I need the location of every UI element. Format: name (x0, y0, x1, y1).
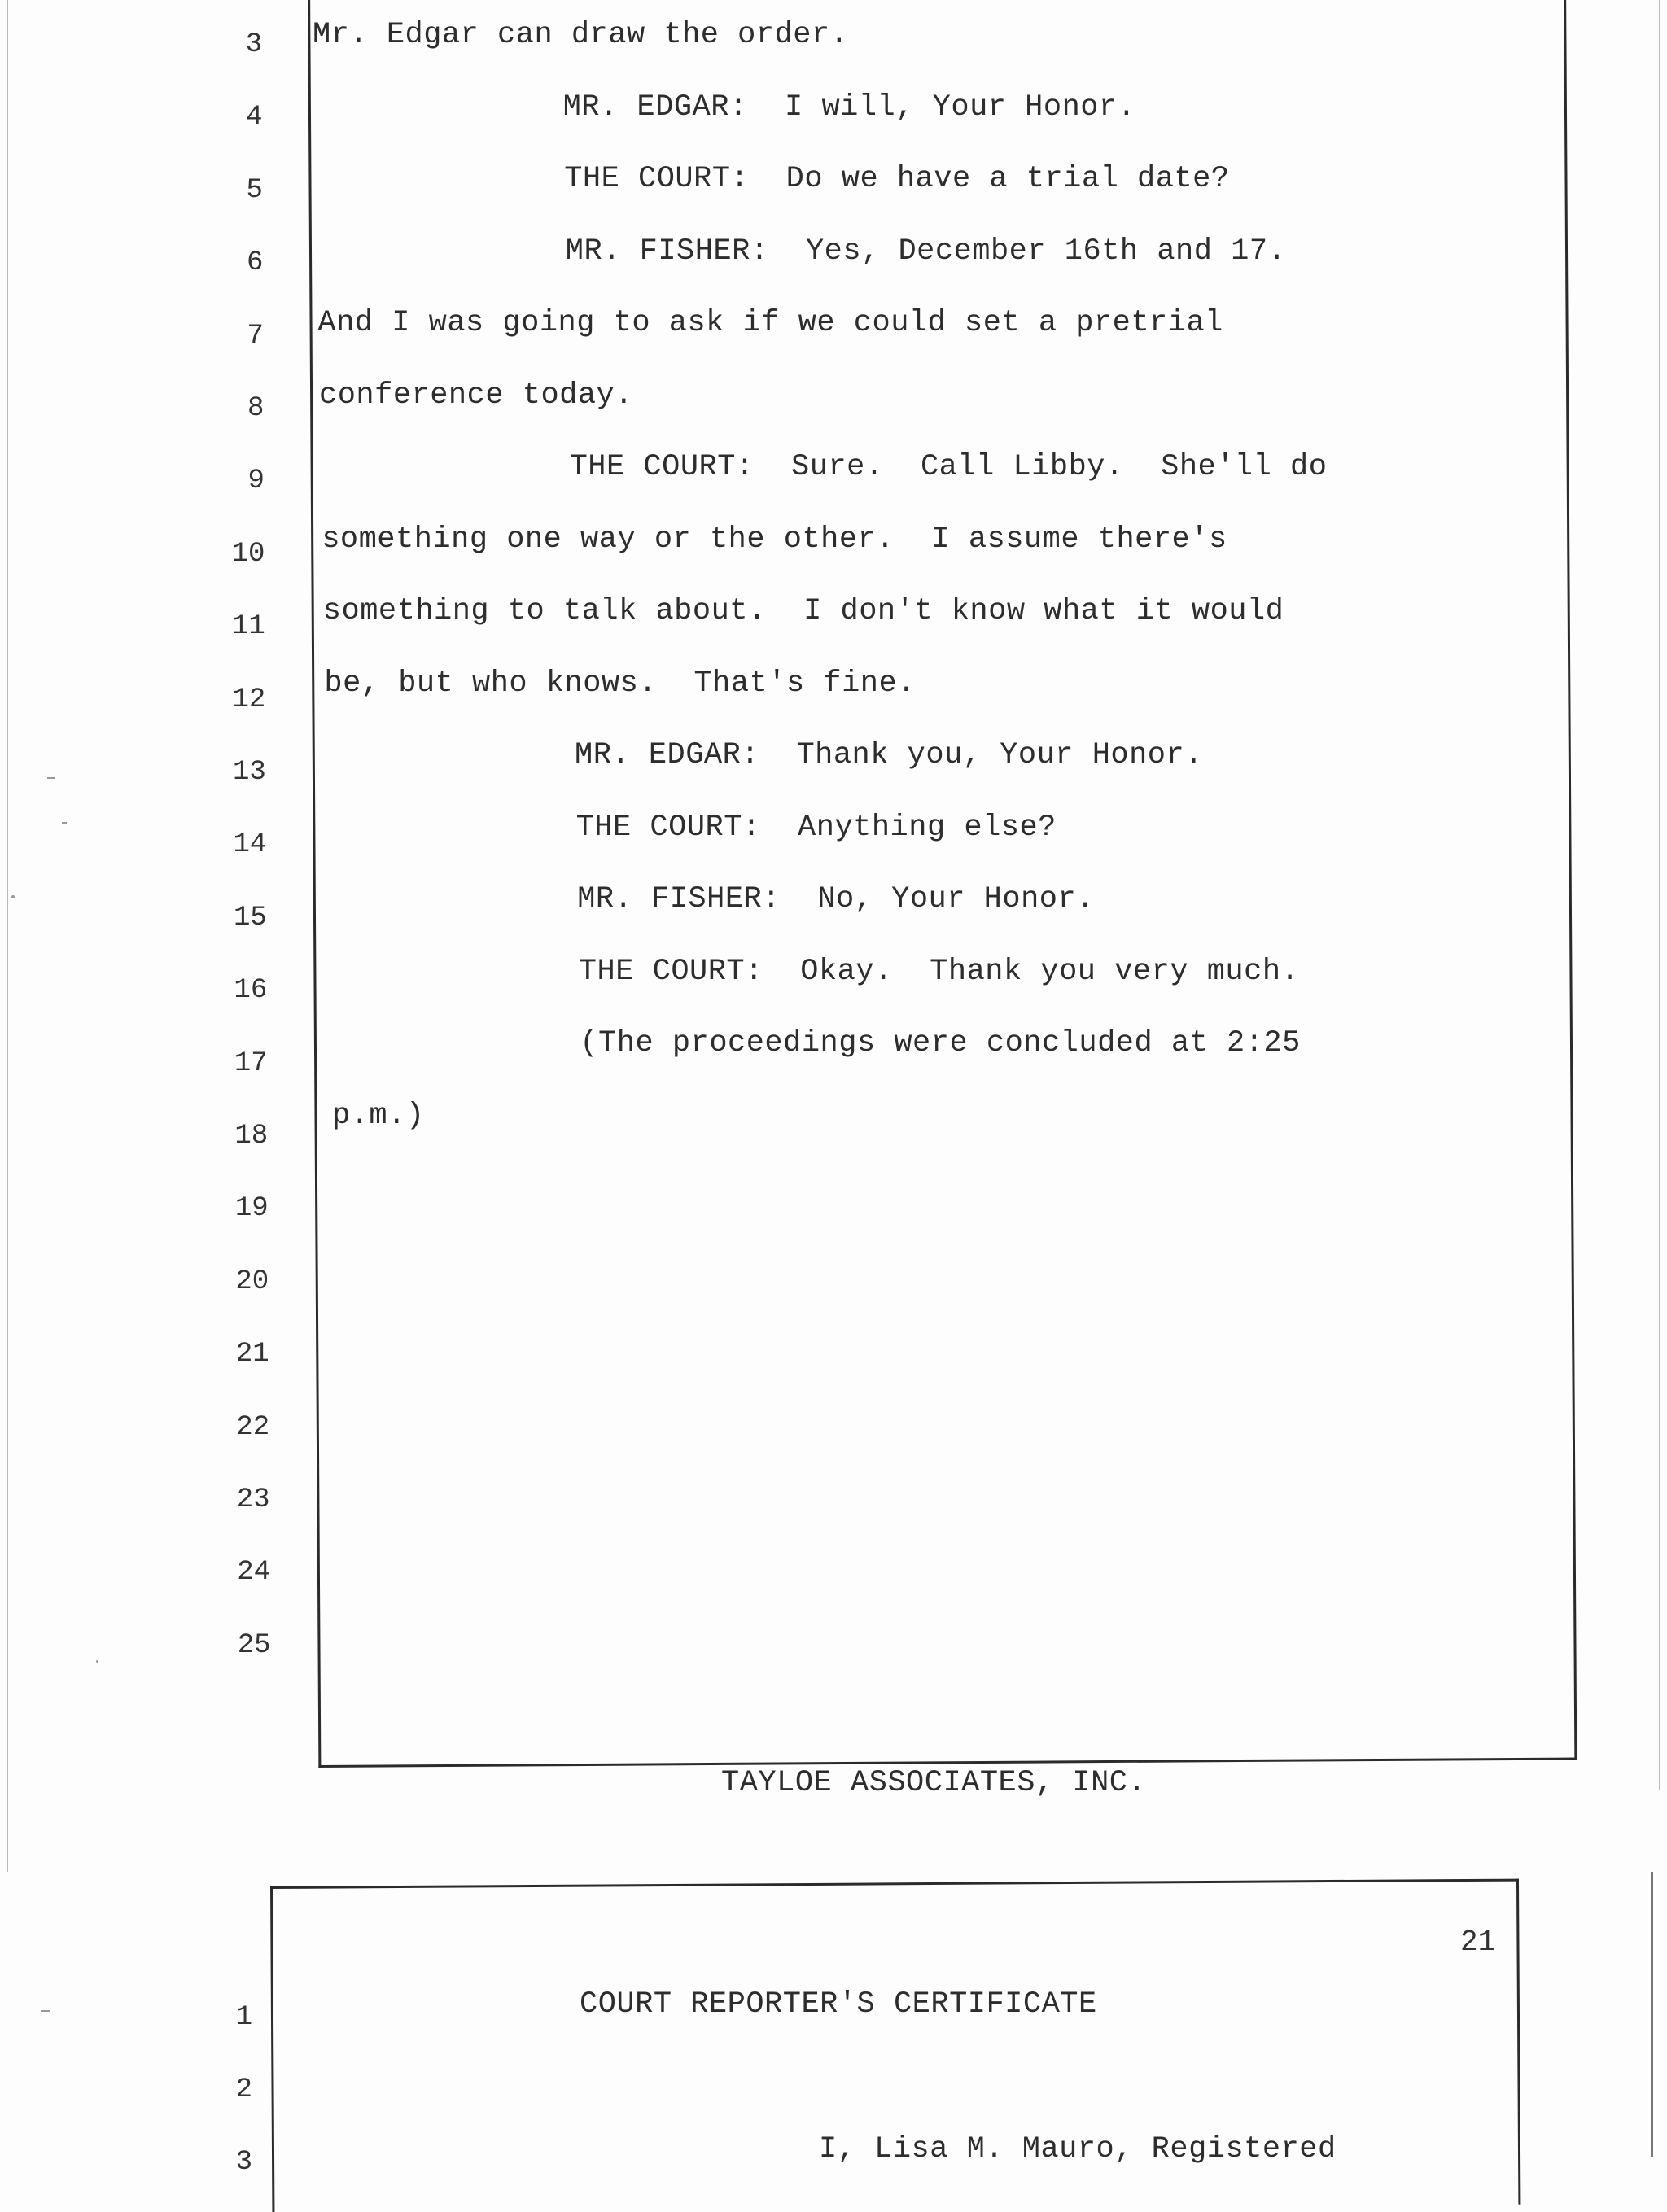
line-number: 11 (232, 611, 265, 643)
transcript-line: THE COURT: Do we have a trial date? (564, 162, 1230, 196)
transcript-line: (The proceedings were concluded at 2:25 (580, 1026, 1301, 1060)
line-number: 1 (235, 2002, 252, 2033)
line-number: 8 (247, 393, 265, 424)
transcript-line: conference today. (319, 378, 633, 413)
transcript-line: I, Lisa M. Mauro, Registered (819, 2132, 1337, 2166)
line-number: 7 (247, 320, 264, 352)
line-number: 13 (232, 757, 266, 788)
transcript-line: Mr. Edgar can draw the order. (313, 18, 849, 52)
line-number: 12 (232, 684, 266, 715)
scan-speck (11, 895, 15, 898)
transcript-line: MR. EDGAR: I will, Your Honor. (562, 90, 1136, 125)
transcript-line: MR. FISHER: No, Your Honor. (577, 882, 1095, 916)
line-number: 15 (233, 902, 267, 933)
line-number: 25 (237, 1629, 271, 1661)
line-number: 16 (234, 975, 268, 1007)
scan-edge-left (7, 0, 8, 1872)
line-number: 22 (236, 1411, 270, 1443)
scan-edge-right (1659, 0, 1660, 1790)
line-number: 20 (235, 1266, 269, 1297)
page-number: 21 (1460, 1926, 1496, 1959)
line-number: 3 (235, 2147, 252, 2178)
scan-speck (47, 777, 55, 779)
line-number: 19 (234, 1193, 269, 1225)
transcript-line: p.m.) (332, 1098, 425, 1133)
transcript-line: MR. EDGAR: Thank you, Your Honor. (575, 738, 1203, 772)
scan-speck (62, 822, 67, 824)
line-number: 17 (234, 1047, 268, 1079)
transcript-line: MR. FISHER: Yes, December 16th and 17. (565, 234, 1287, 269)
line-number: 24 (237, 1557, 271, 1589)
transcript-line: And I was going to ask if we could set a pretrial (317, 306, 1223, 340)
scan-speck (96, 1660, 98, 1663)
certificate-title: COURT REPORTER'S CERTIFICATE (580, 1987, 1097, 2022)
transcript-line: THE COURT: Anything else? (575, 810, 1057, 845)
reporter-footer: TAYLOE ASSOCIATES, INC. (721, 1766, 1147, 1800)
transcript-line: be, but who knows. That's fine. (324, 666, 916, 701)
line-number: 2 (235, 2074, 252, 2105)
transcript-line: something one way or the other. I assume there's (322, 522, 1227, 557)
line-number: 6 (247, 247, 264, 279)
line-number: 18 (234, 1121, 269, 1152)
transcript-line: THE COURT: Okay. Thank you very much. (578, 954, 1300, 989)
line-number: 10 (231, 538, 265, 570)
line-number: 21 (235, 1339, 269, 1370)
line-number: 4 (246, 102, 263, 133)
line-number: 3 (245, 29, 262, 60)
line-number: 9 (247, 466, 265, 497)
scan-speck (41, 2010, 50, 2012)
transcript-line: something to talk about. I don't know what it would (322, 594, 1284, 628)
scan-edge-right-lower (1651, 1872, 1653, 2157)
line-number: 5 (246, 174, 263, 206)
line-number: 14 (233, 829, 267, 861)
transcript-line: THE COURT: Sure. Call Libby. She'll do (569, 450, 1328, 484)
line-number: 23 (236, 1484, 270, 1515)
